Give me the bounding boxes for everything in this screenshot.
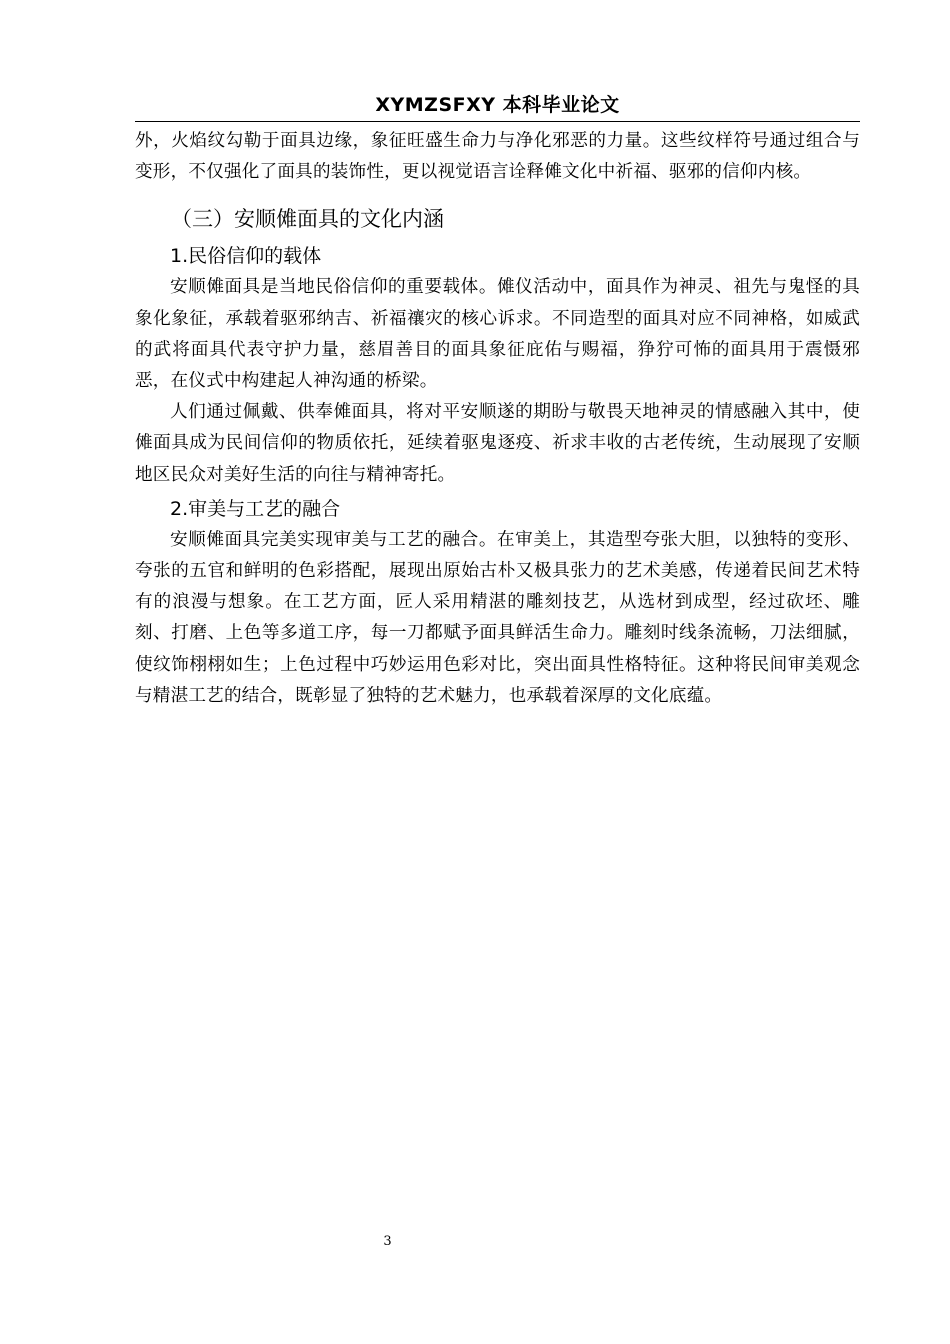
continued-paragraph: 外，火焰纹勾勒于面具边缘，象征旺盛生命力与净化邪恶的力量。这些纹样符号通过组合与变形，不仅强化了面具的装饰性，更以视觉语言诠释傩文化中祈福、驱邪的信仰内核。 (135, 131, 860, 183)
header-divider (135, 121, 860, 122)
document-body (135, 126, 860, 712)
paragraph-folk-belief-2: 人们通过佩戴、供奉傩面具，将对平安顺遂的期盼与敬畏天地神灵的情感融入其中，使傩面具成为民间信仰的物质依托，延续着驱鬼逐疫、祈求丰收的古老传统，生动展现了安顺地区民众对美好生活的向往与精神寄托。 (135, 402, 860, 485)
section-heading: （三）安顺傩面具的文化内涵 (171, 207, 444, 232)
paragraph-folk-belief-1: 安顺傩面具是当地民俗信仰的重要载体。傩仪活动中，面具作为神灵、祖先与鬼怪的具象化象征，承载着驱邪纳吉、祈福禳灾的核心诉求。不同造型的面具对应不同神格，如威武的武将面具代表守护力量，慈眉善目的面具象征庇佑与赐福，狰狞可怖的面具用于震慑邪恶，在仪式中构建起人神沟通的桥梁。 (135, 277, 860, 392)
paragraph-aesthetics-craft-1: 安顺傩面具完美实现审美与工艺的融合。在审美上，其造型夸张大胆，以独特的变形、夸张的五官和鲜明的色彩搭配，展现出原始古朴又极具张力的艺术美感，传递着民间艺术特有的浪漫与想象。在工艺方面，匠人采用精湛的雕刻技艺，从选材到成型，经过砍坯、雕刻、打磨、上色等多道工序，每一刀都赋予面具鲜活生命力。雕刻时线条流畅，刀法细腻，使纹饰栩栩如生；上色过程中巧妙运用色彩对比，突出面具性格特征。这种将民间审美观念与精湛工艺的结合，既彰显了独特的艺术魅力，也承载着深厚的文化底蕴。 (135, 529, 860, 706)
page-header-title: XYMZSFXY 本科毕业论文 (375, 94, 620, 116)
page-number: 3 (383, 1234, 392, 1249)
subsection-heading-aesthetics-craft: 2.审美与工艺的融合 (170, 497, 341, 520)
subsection-heading-folk-belief: 1.民俗信仰的载体 (170, 245, 322, 268)
